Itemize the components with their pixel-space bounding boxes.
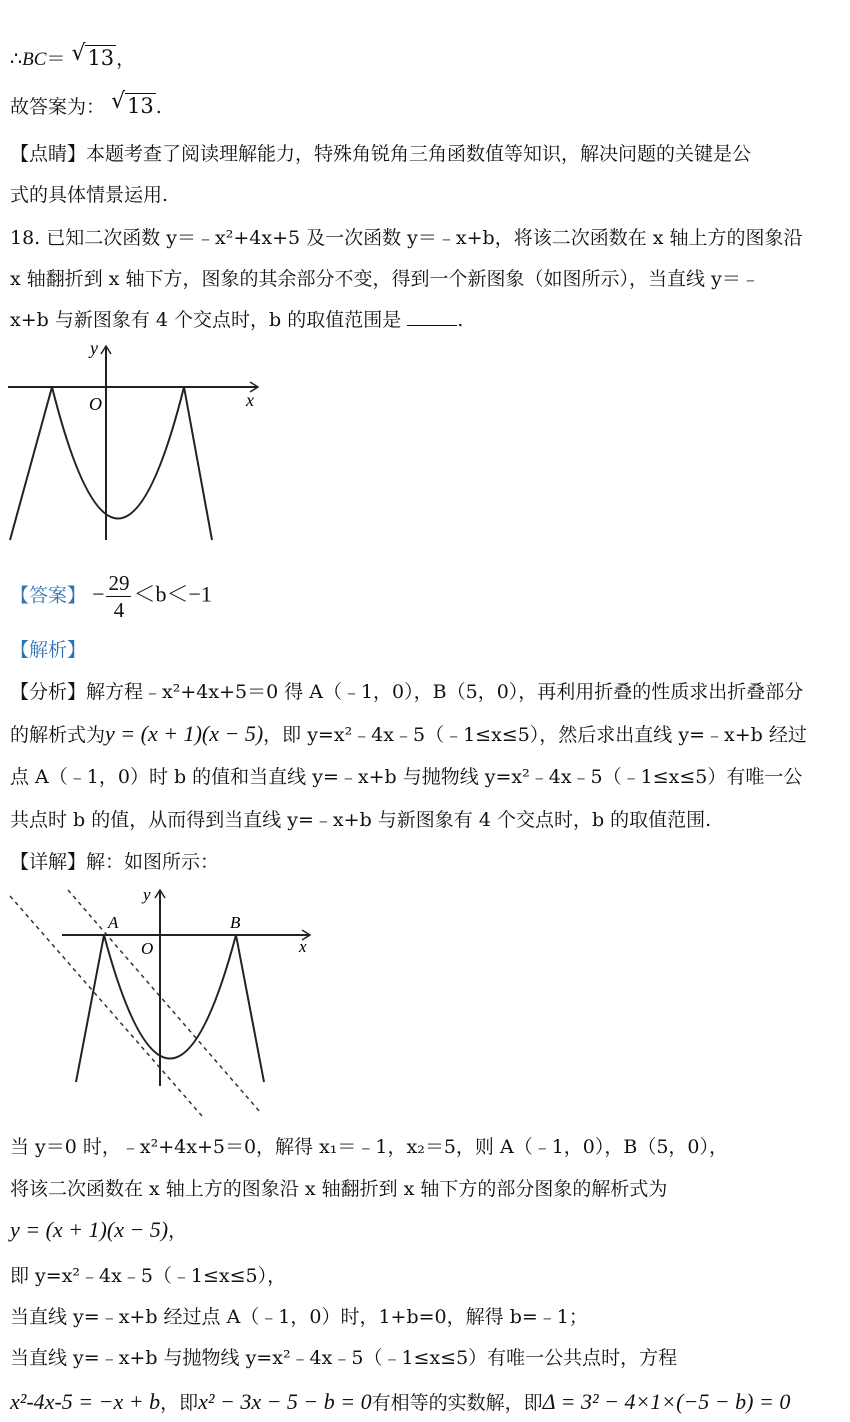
fraction-29-4 xyxy=(106,570,131,623)
left-branch xyxy=(76,935,104,1082)
step-5 xyxy=(10,1303,588,1331)
step-7-eq-1: x²-4x-5 = −x + b xyxy=(10,1389,161,1414)
y-label: y xyxy=(143,885,151,904)
answer-tag: 【答案】 xyxy=(10,584,87,607)
minus-sign: − xyxy=(92,581,105,607)
x-label: x xyxy=(299,937,307,956)
comma: ， xyxy=(116,48,136,70)
answer-range: ＜b＜−1 xyxy=(133,581,212,607)
line-bc xyxy=(10,41,136,74)
period: . xyxy=(457,309,464,331)
therefore-symbol: ∴ xyxy=(10,48,23,70)
point-b-label: B xyxy=(230,913,241,932)
step-7-eq-3: Δ = 3² − 4×1×(−5 − b) = 0 xyxy=(542,1389,791,1414)
dianjing-text-1: 本题考查了阅读理解能力，特殊角锐角三角函数值等知识，解决问题的关键是公 xyxy=(86,143,752,165)
fenxi-text-3: 点 A（﹣1，0）时 b 的值和当直线 y=﹣x+b 与抛物线 y=x²﹣4x﹣5（﹣1≤x≤5）有唯一公 xyxy=(10,766,803,788)
numerator: 29 xyxy=(108,571,130,595)
period: . xyxy=(155,96,162,118)
q18-text-2: x 轴翻折到 x 轴下方，图象的其余部分不变，得到一个新图象（如图所示），当直线 y＝﹣ xyxy=(10,268,760,290)
answer-blank xyxy=(407,309,457,326)
var-bc: BC xyxy=(22,49,47,70)
folded-parabola xyxy=(52,387,184,519)
right-branch xyxy=(236,935,264,1082)
step-3 xyxy=(10,1216,187,1245)
dashed-line-left xyxy=(10,896,202,1116)
denominator: 4 xyxy=(113,598,125,622)
dianjing-line-2 xyxy=(10,181,168,209)
step-2-text: 将该二次函数在 x 轴上方的图象沿 x 轴翻折到 x 轴下方的部分图象的解析式为 xyxy=(10,1178,668,1200)
q18-text-1: 18. 已知二次函数 y＝﹣x²+4x+5 及一次函数 y＝﹣x+b，将该二次函数在 x 轴上方的图象沿 xyxy=(10,227,803,249)
q18-line-2 xyxy=(10,265,760,293)
x-label: x xyxy=(246,390,254,410)
step-3-formula: y = (x + 1)(x − 5) xyxy=(10,1217,169,1242)
step-4 xyxy=(10,1262,286,1290)
jiexi-line xyxy=(10,636,86,664)
y-label: y xyxy=(90,340,98,358)
step-7-eq-2: x² − 3x − 5 − b = 0 xyxy=(198,1389,372,1414)
xiangjie-tag: 【详解】 xyxy=(10,851,87,873)
step-7-text-1: ，即 xyxy=(160,1392,199,1414)
fenxi-text-2a: 的解析式为 xyxy=(10,724,106,746)
step-1 xyxy=(10,1133,728,1161)
fenxi-text-4: 共点时 b 的值，从而得到当直线 y=﹣x+b 与新图象有 4 个交点时，b 的取值范围. xyxy=(10,809,712,831)
figure-folded-parabola xyxy=(0,340,270,545)
root-value: 13 xyxy=(87,46,115,70)
dianjing-tag: 【点睛】 xyxy=(10,143,87,165)
step-7 xyxy=(10,1388,790,1417)
step-6 xyxy=(10,1344,677,1372)
step-1-text: 当 y＝0 时，﹣x²+4x+5＝0，解得 x₁＝﹣1，x₂＝5，则 A（﹣1，0），B（5，0）， xyxy=(10,1136,729,1158)
step-5-text: 当直线 y=﹣x+b 经过点 A（﹣1，0）时，1+b=0，解得 b=﹣1； xyxy=(10,1306,588,1328)
sqrt-13-b: √ 13 xyxy=(111,89,154,118)
q18-line-1 xyxy=(10,224,803,252)
xiangjie-text: 解：如图所示： xyxy=(86,851,220,873)
answer-line xyxy=(10,570,212,623)
root-value: 13 xyxy=(127,94,154,118)
dianjing-line-1 xyxy=(10,140,751,168)
fenxi-line-3 xyxy=(10,763,802,791)
sqrt-13-a: √ 13 xyxy=(71,41,115,70)
fenxi-tag: 【分析】 xyxy=(10,681,87,703)
fenxi-line-2 xyxy=(10,720,807,749)
xiangjie-line xyxy=(10,848,219,876)
answer-statement-text: 故答案为： xyxy=(10,96,106,118)
step-4-text: 即 y=x²﹣4x﹣5（﹣1≤x≤5）， xyxy=(10,1265,287,1287)
fenxi-text-1: 解方程﹣x²+4x+5＝0 得 A（﹣1，0），B（5，0），再利用折叠的性质求出折叠部分 xyxy=(86,681,804,703)
origin-label: O xyxy=(89,394,102,414)
fenxi-line-4 xyxy=(10,806,711,834)
q18-text-3: x+b 与新图象有 4 个交点时，b 的取值范围是 xyxy=(10,309,402,331)
fenxi-formula: y = (x + 1)(x − 5) xyxy=(105,721,264,746)
q18-line-3 xyxy=(10,306,463,334)
left-branch xyxy=(10,387,52,540)
line-answer-statement xyxy=(10,89,162,121)
point-a-label: A xyxy=(108,913,119,932)
figure-with-lines xyxy=(0,882,320,1117)
fenxi-text-2b: ，即 y=x²﹣4x﹣5（﹣1≤x≤5），然后求出直线 y=﹣x+b 经过 xyxy=(263,724,807,746)
step-7-text-2: 有相等的实数解，即 xyxy=(371,1392,543,1414)
step-6-text: 当直线 y=﹣x+b 与抛物线 y=x²﹣4x﹣5（﹣1≤x≤5）有唯一公共点时，方程 xyxy=(10,1347,678,1369)
dianjing-text-2: 式的具体情景运用. xyxy=(10,184,169,206)
right-branch xyxy=(184,387,212,540)
fenxi-line-1 xyxy=(10,678,803,706)
jiexi-tag: 【解析】 xyxy=(10,639,87,661)
step-2 xyxy=(10,1175,667,1203)
comma: ， xyxy=(168,1220,188,1242)
folded-parabola xyxy=(104,935,236,1059)
equals: ＝ xyxy=(46,48,66,70)
origin-label: O xyxy=(141,939,154,958)
